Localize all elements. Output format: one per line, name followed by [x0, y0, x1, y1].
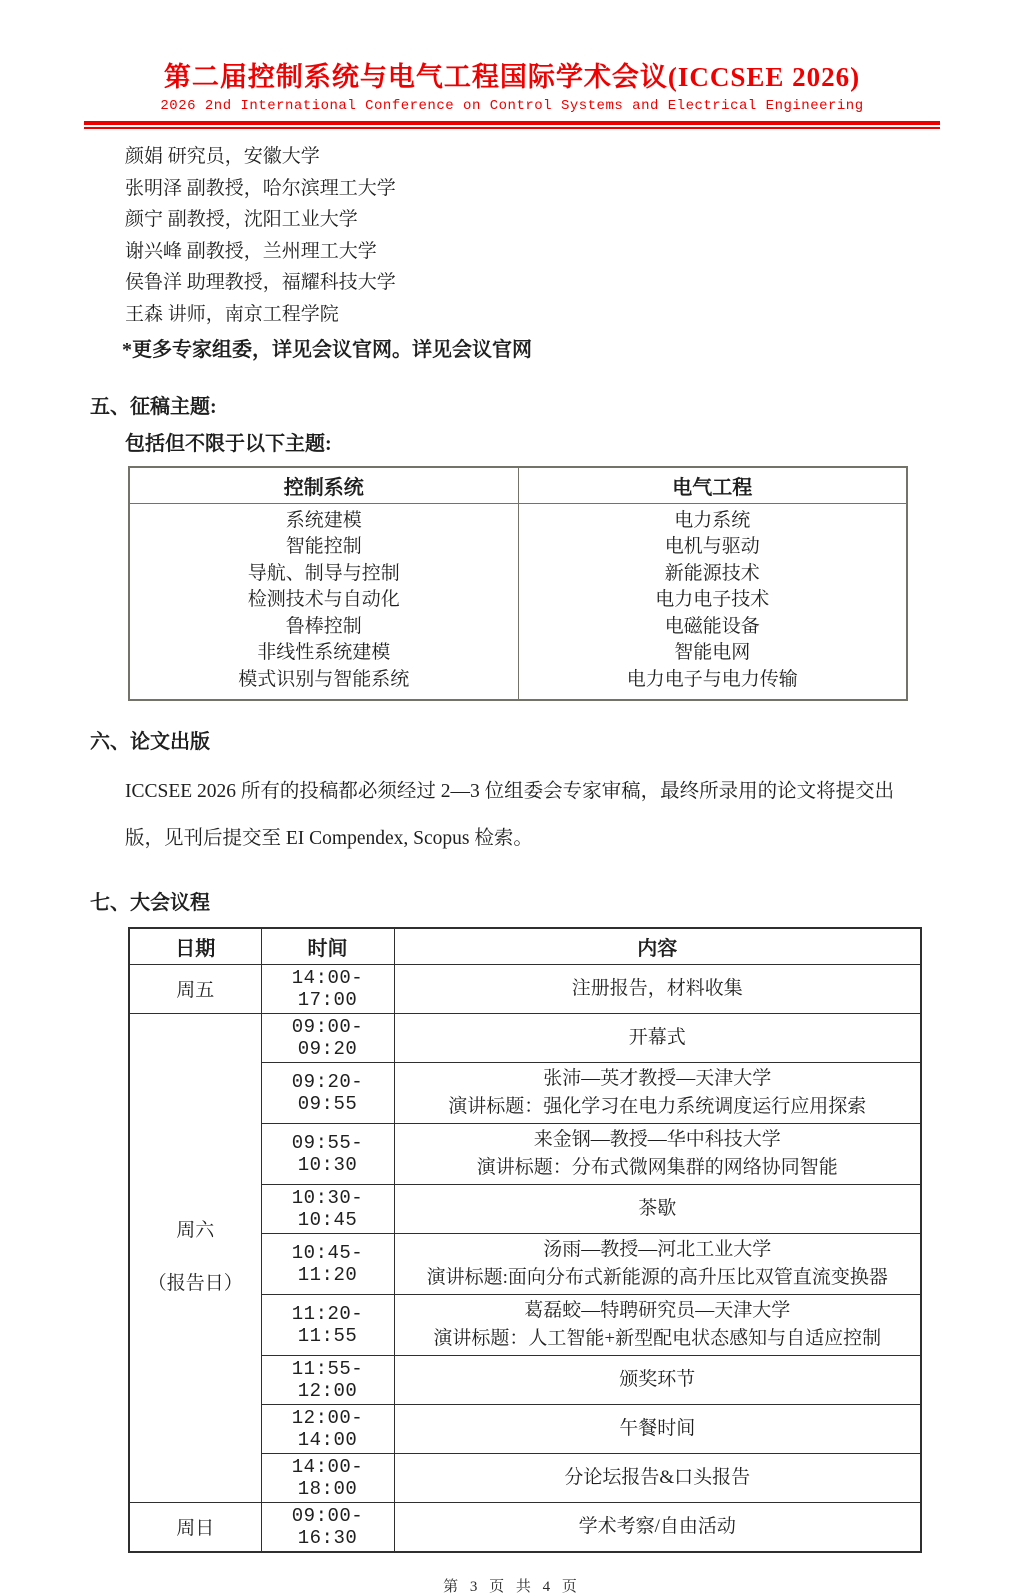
agenda-cell-content	[394, 1502, 921, 1552]
topic-item: 检测技术与自动化	[247, 589, 400, 610]
agenda-cell-content	[394, 1294, 921, 1355]
topics-cell-electrical-engineering	[518, 503, 907, 700]
topic-item: 新能源技术	[664, 562, 760, 584]
agenda-content-line: 开幕式	[628, 1026, 686, 1048]
committee-member: 侯鲁洋 助理教授，福耀科技大学	[125, 272, 396, 293]
committee-member: 谢兴峰 副教授，兰州理工大学	[125, 240, 377, 262]
document-header	[84, 60, 940, 129]
committee-list	[122, 141, 940, 366]
topic-item: 电力系统	[674, 509, 751, 531]
agenda-cell-day-saturday	[129, 1013, 261, 1502]
agenda-cell-content	[394, 1062, 921, 1123]
topic-item: 模式识别与智能系统	[238, 668, 410, 690]
agenda-cell-time: 09:00-09:20	[261, 1013, 394, 1062]
header-divider-thin-line	[84, 127, 940, 129]
topic-item: 智能控制	[285, 536, 362, 557]
section-heading-agenda: 七、大会议程	[90, 892, 210, 914]
topics-table	[128, 466, 908, 701]
publication-line: ICCSEE 2026 所有的投稿都必须经过 2—3 位组委会专家审稿，最终所录用的论文将提交出	[125, 781, 895, 802]
agenda-header-date: 日期	[129, 928, 261, 964]
topic-item: 非线性系统建模	[257, 642, 391, 663]
agenda-cell-content	[394, 1355, 921, 1404]
page-number: 第 3 页 共 4 页	[443, 1578, 581, 1595]
agenda-cell-time: 09:55-10:30	[261, 1123, 394, 1184]
topics-subheading: 包括但不限于以下主题:	[125, 433, 332, 455]
agenda-cell-time: 10:30-10:45	[261, 1184, 394, 1233]
committee-member: 王森 讲师，南京工程学院	[125, 303, 339, 325]
topic-item: 鲁棒控制	[285, 615, 362, 637]
agenda-speaker-line: 来金钢—教授—华中科技大学	[533, 1128, 781, 1150]
topics-cell-control-systems	[129, 503, 518, 700]
agenda-talk-title-line: 演讲标题：分布式微网集群的网络协同智能	[476, 1156, 838, 1178]
agenda-content-line: 注册报告，材料收集	[571, 977, 743, 999]
header-divider-thick-line	[84, 121, 940, 125]
agenda-talk-title-line: 演讲标题：强化学习在电力系统调度运行应用探索	[448, 1095, 867, 1117]
topic-item: 系统建模	[285, 509, 362, 531]
saturday-sublabel: （报告日）	[147, 1273, 243, 1294]
agenda-talk-title-line: 演讲标题：人工智能+新型配电状态感知与自适应控制	[433, 1327, 882, 1349]
publication-paragraph	[125, 768, 941, 862]
agenda-cell-content	[394, 1123, 921, 1184]
topic-item: 导航、制导与控制	[247, 562, 400, 584]
agenda-cell-time: 09:00-16:30	[261, 1502, 394, 1552]
agenda-speaker-line: 汤雨—教授—河北工业大学	[543, 1238, 772, 1260]
agenda-cell-time: 14:00-18:00	[261, 1453, 394, 1502]
agenda-table	[128, 927, 922, 1553]
agenda-header-time: 时间	[261, 928, 394, 964]
topics-header-control-systems: 控制系统	[129, 467, 518, 503]
agenda-content-line: 学术考察/自由活动	[578, 1515, 736, 1537]
agenda-cell-time: 09:20-09:55	[261, 1062, 394, 1123]
conference-subtitle: 2026 2nd International Conference on Control Systems and Electrical Engineering	[160, 98, 864, 114]
agenda-talk-title-line: 演讲标题:面向分布式新能源的高升压比双管直流变换器	[426, 1266, 888, 1288]
committee-member: 颜宁 副教授，沈阳工业大学	[125, 209, 358, 230]
agenda-cell-day: 周五	[129, 964, 261, 1013]
agenda-content-line: 茶歇	[638, 1197, 677, 1219]
agenda-cell-time: 11:55-12:00	[261, 1355, 394, 1404]
agenda-cell-time: 11:20-11:55	[261, 1294, 394, 1355]
committee-member: 张明泽 副教授，哈尔滨理工大学	[125, 177, 396, 199]
topics-table-body-row	[129, 503, 907, 700]
agenda-row	[129, 964, 921, 1013]
agenda-content-line: 颁奖环节	[619, 1368, 696, 1390]
agenda-header-content: 内容	[394, 928, 921, 964]
agenda-content-line: 午餐时间	[619, 1417, 696, 1439]
topics-table-header-row	[129, 467, 907, 503]
header-divider	[84, 121, 940, 129]
topic-item: 智能电网	[674, 642, 751, 663]
agenda-cell-time: 10:45-11:20	[261, 1233, 394, 1294]
agenda-cell-content	[394, 1013, 921, 1062]
committee-note: *更多专家组委，详见会议官网。详见会议官网	[122, 339, 532, 361]
topic-item: 电机与驱动	[664, 536, 760, 557]
agenda-content-line: 分论坛报告&口头报告	[564, 1466, 751, 1488]
topic-item: 电力电子技术	[655, 589, 770, 610]
agenda-cell-content	[394, 1453, 921, 1502]
topic-item: 电力电子与电力传输	[626, 668, 798, 690]
agenda-cell-day: 周日	[129, 1502, 261, 1552]
section-heading-topics: 五、征稿主题:	[90, 396, 217, 418]
conference-title: 第二届控制系统与电气工程国际学术会议(ICCSEE 2026)	[163, 62, 861, 92]
publication-line: 版，见刊后提交至 EI Compendex, Scopus 检索。	[125, 828, 533, 849]
agenda-cell-time: 14:00-17:00	[261, 964, 394, 1013]
committee-member: 颜娟 研究员，安徽大学	[125, 146, 320, 167]
agenda-speaker-line: 张沛—英才教授—天津大学	[543, 1067, 772, 1089]
agenda-cell-time: 12:00-14:00	[261, 1404, 394, 1453]
topic-item: 电磁能设备	[664, 615, 760, 637]
agenda-row	[129, 1502, 921, 1552]
agenda-row	[129, 1013, 921, 1062]
agenda-speaker-line: 葛磊蛟—特聘研究员—天津大学	[524, 1299, 791, 1321]
section-heading-publication: 六、论文出版	[90, 731, 210, 753]
agenda-cell-content	[394, 964, 921, 1013]
agenda-header-row	[129, 928, 921, 964]
agenda-cell-content	[394, 1184, 921, 1233]
saturday-label: 周六	[176, 1220, 215, 1241]
agenda-cell-content	[394, 1404, 921, 1453]
topics-header-electrical-engineering: 电气工程	[518, 467, 907, 503]
agenda-cell-content	[394, 1233, 921, 1294]
